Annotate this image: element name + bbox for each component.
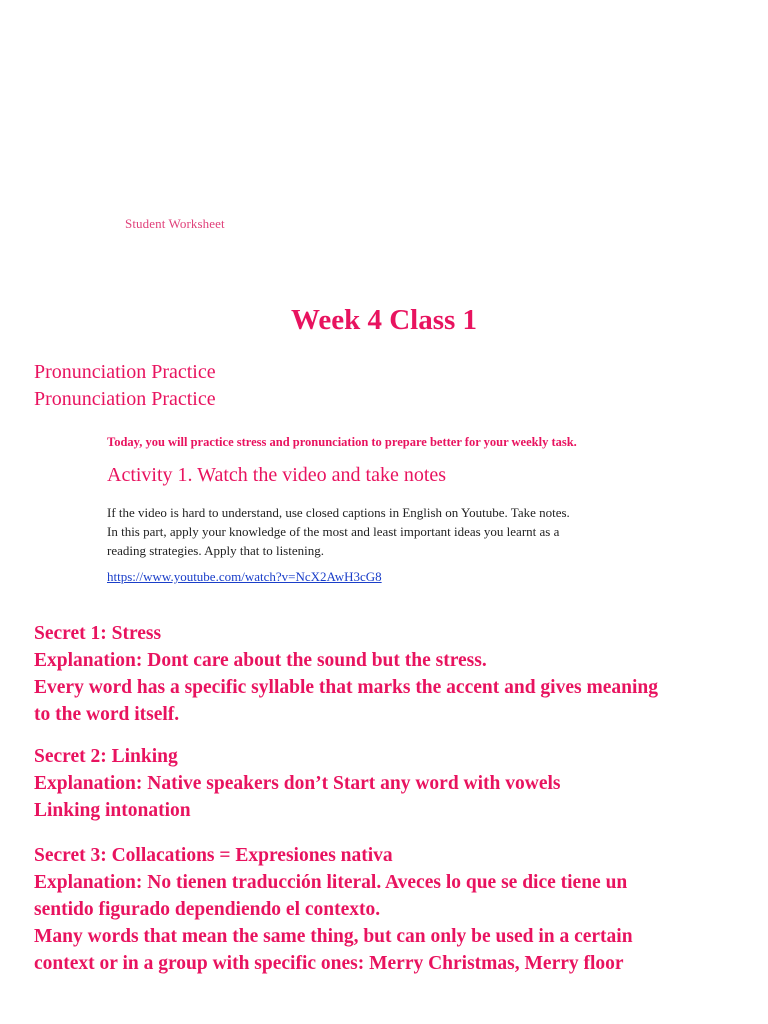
secret-1-detail: to the word itself. (34, 704, 180, 725)
subtitle-pronunciation-practice-repeat: Pronunciation Practice (34, 388, 216, 410)
subtitle-pronunciation-practice: Pronunciation Practice (34, 361, 216, 383)
activity-instructions (107, 503, 667, 560)
youtube-video-link[interactable]: https://www.youtube.com/watch?v=NcX2AwH3cG8 (107, 569, 382, 584)
secret-2-heading: Secret 2: Linking (34, 746, 178, 767)
secret-1-detail: Every word has a specific syllable that marks the accent and gives meaning (34, 677, 658, 698)
secret-3-explanation: sentido figurado dependiendo el contexto. (34, 899, 381, 920)
secret-3-detail: context or in a group with specific ones: Merry Christmas, Merry floor (34, 953, 624, 974)
secret-3-explanation: Explanation: No tienen traducción literal. Aveces lo que se dice tiene un (34, 872, 628, 893)
secret-3-detail: Many words that mean the same thing, but can only be used in a certain (34, 926, 633, 947)
instruction-line: reading strategies. Apply that to listening. (107, 543, 324, 558)
secret-1-heading: Secret 1: Stress (34, 623, 162, 644)
secret-2-block (34, 743, 762, 824)
page-title: Week 4 Class 1 (290, 304, 478, 336)
secret-3-block (34, 842, 762, 977)
secret-2-detail: Linking intonation (34, 800, 191, 821)
secret-1-block (34, 620, 762, 728)
intro-text: Today, you will practice stress and pronunciation to prepare better for your weekly task. (107, 435, 577, 449)
worksheet-header-label: Student Worksheet (125, 216, 225, 231)
instruction-line: In this part, apply your knowledge of the most and least important ideas you learnt as a (107, 524, 560, 539)
secret-3-heading: Secret 3: Collacations = Expresiones nativa (34, 845, 393, 866)
instruction-line: If the video is hard to understand, use closed captions in English on Youtube. Take notes. (107, 505, 570, 520)
secret-2-explanation: Explanation: Native speakers don’t Start any word with vowels (34, 773, 561, 794)
secret-1-explanation: Explanation: Dont care about the sound but the stress. (34, 650, 487, 671)
activity-heading: Activity 1. Watch the video and take notes (107, 464, 447, 486)
